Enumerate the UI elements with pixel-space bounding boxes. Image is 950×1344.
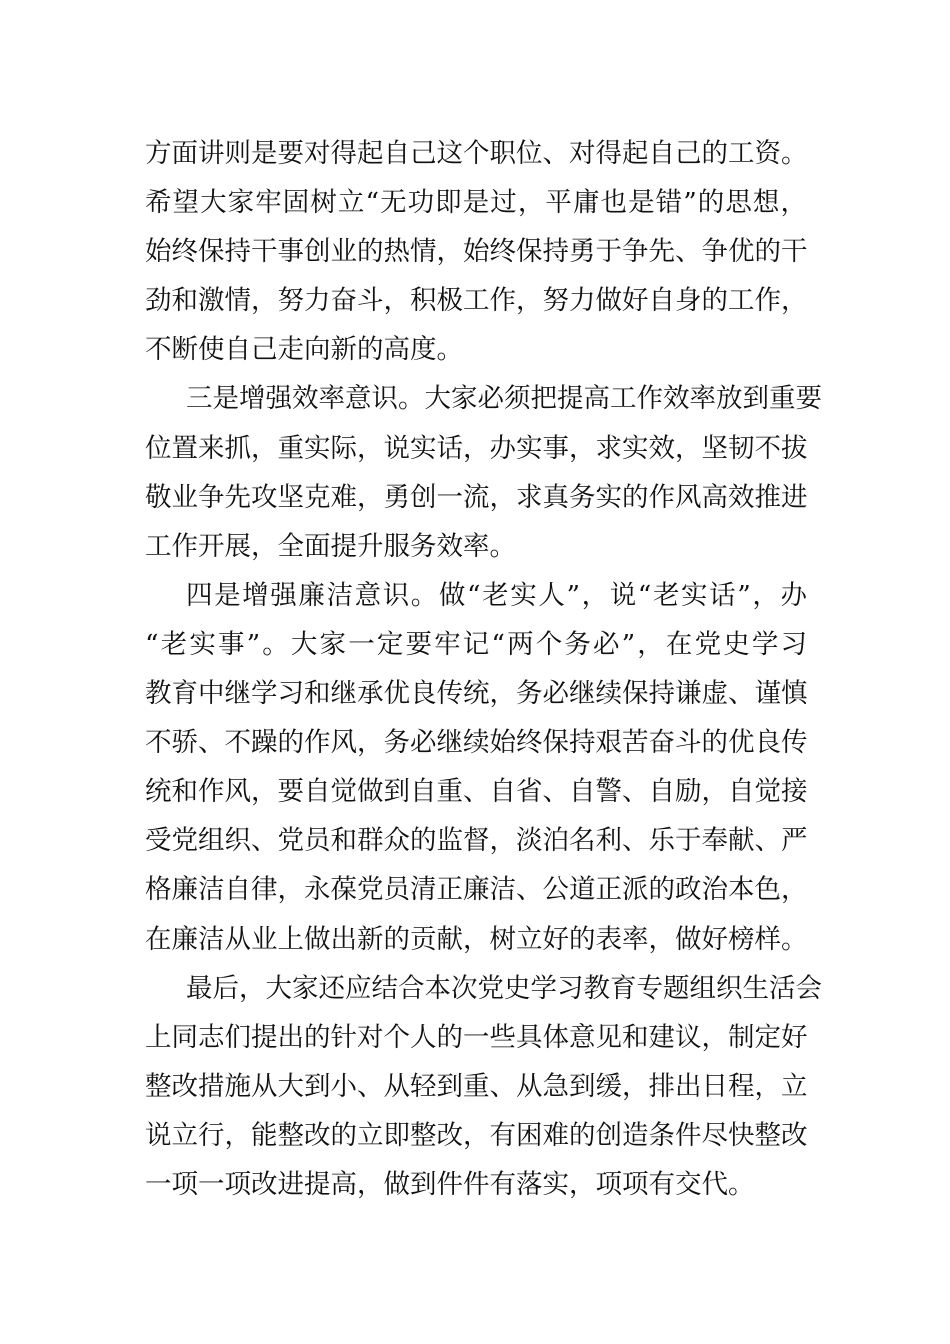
text-line: 始终保持干事创业的热情，始终保持勇于争先、争优的干 [145,236,808,268]
text-line: 不骄、不躁的作风，务必继续始终保持艰苦奋斗的优良传 [145,727,808,759]
text-line: 四是增强廉洁意识。做“老实人”，说“老实话”，办 [186,579,807,611]
text-line: 一项一项改进提高，做到件件有落实，项项有交代。 [145,1168,755,1200]
text-line: 敬业争先攻坚克难，勇创一流，求真务实的作风高效推进 [145,481,808,513]
text-line: 不断使自己走向新的高度。 [145,334,463,366]
text-line: 受党组织、党员和群众的监督，淡泊名利、乐于奉献、严 [145,825,808,857]
text-line: 劲和激情，努力奋斗，积极工作，努力做好自身的工作， [145,285,808,317]
text-line: 整改措施从大到小、从轻到重、从急到缓，排出日程，立 [145,1070,808,1102]
text-line: 方面讲则是要对得起自己这个职位、对得起自己的工资。 [145,138,808,169]
text-line: 最后，大家还应结合本次党史学习教育专题组织生活会 [186,972,822,1004]
text-line: 在廉洁从业上做出新的贡献，树立好的表率，做好榜样。 [145,923,808,955]
text-line: 三是增强效率意识。大家必须把提高工作效率放到重要 [186,383,822,415]
text-line: “老实事”。大家一定要牢记“两个务必”，在党史学习 [145,628,807,660]
text-line: 教育中继学习和继承优良传统，务必继续保持谦虚、谨慎 [145,678,808,710]
text-line: 说立行，能整改的立即整改，有困难的创造条件尽快整改 [145,1119,808,1151]
text-line: 希望大家牢固树立“无功即是过，平庸也是错”的思想， [145,187,807,219]
text-line: 格廉洁自律，永葆党员清正廉洁、公道正派的政治本色， [145,874,808,906]
text-line: 工作开展，全面提升服务效率。 [145,530,516,562]
text-line: 统和作风，要自觉做到自重、自省、自警、自励，自觉接 [145,776,808,808]
body-text [145,129,822,1209]
text-line: 位置来抓，重实际，说实话，办实事，求实效，坚韧不拔 [145,432,808,464]
text-line: 上同志们提出的针对个人的一些具体意见和建议，制定好 [145,1021,808,1053]
